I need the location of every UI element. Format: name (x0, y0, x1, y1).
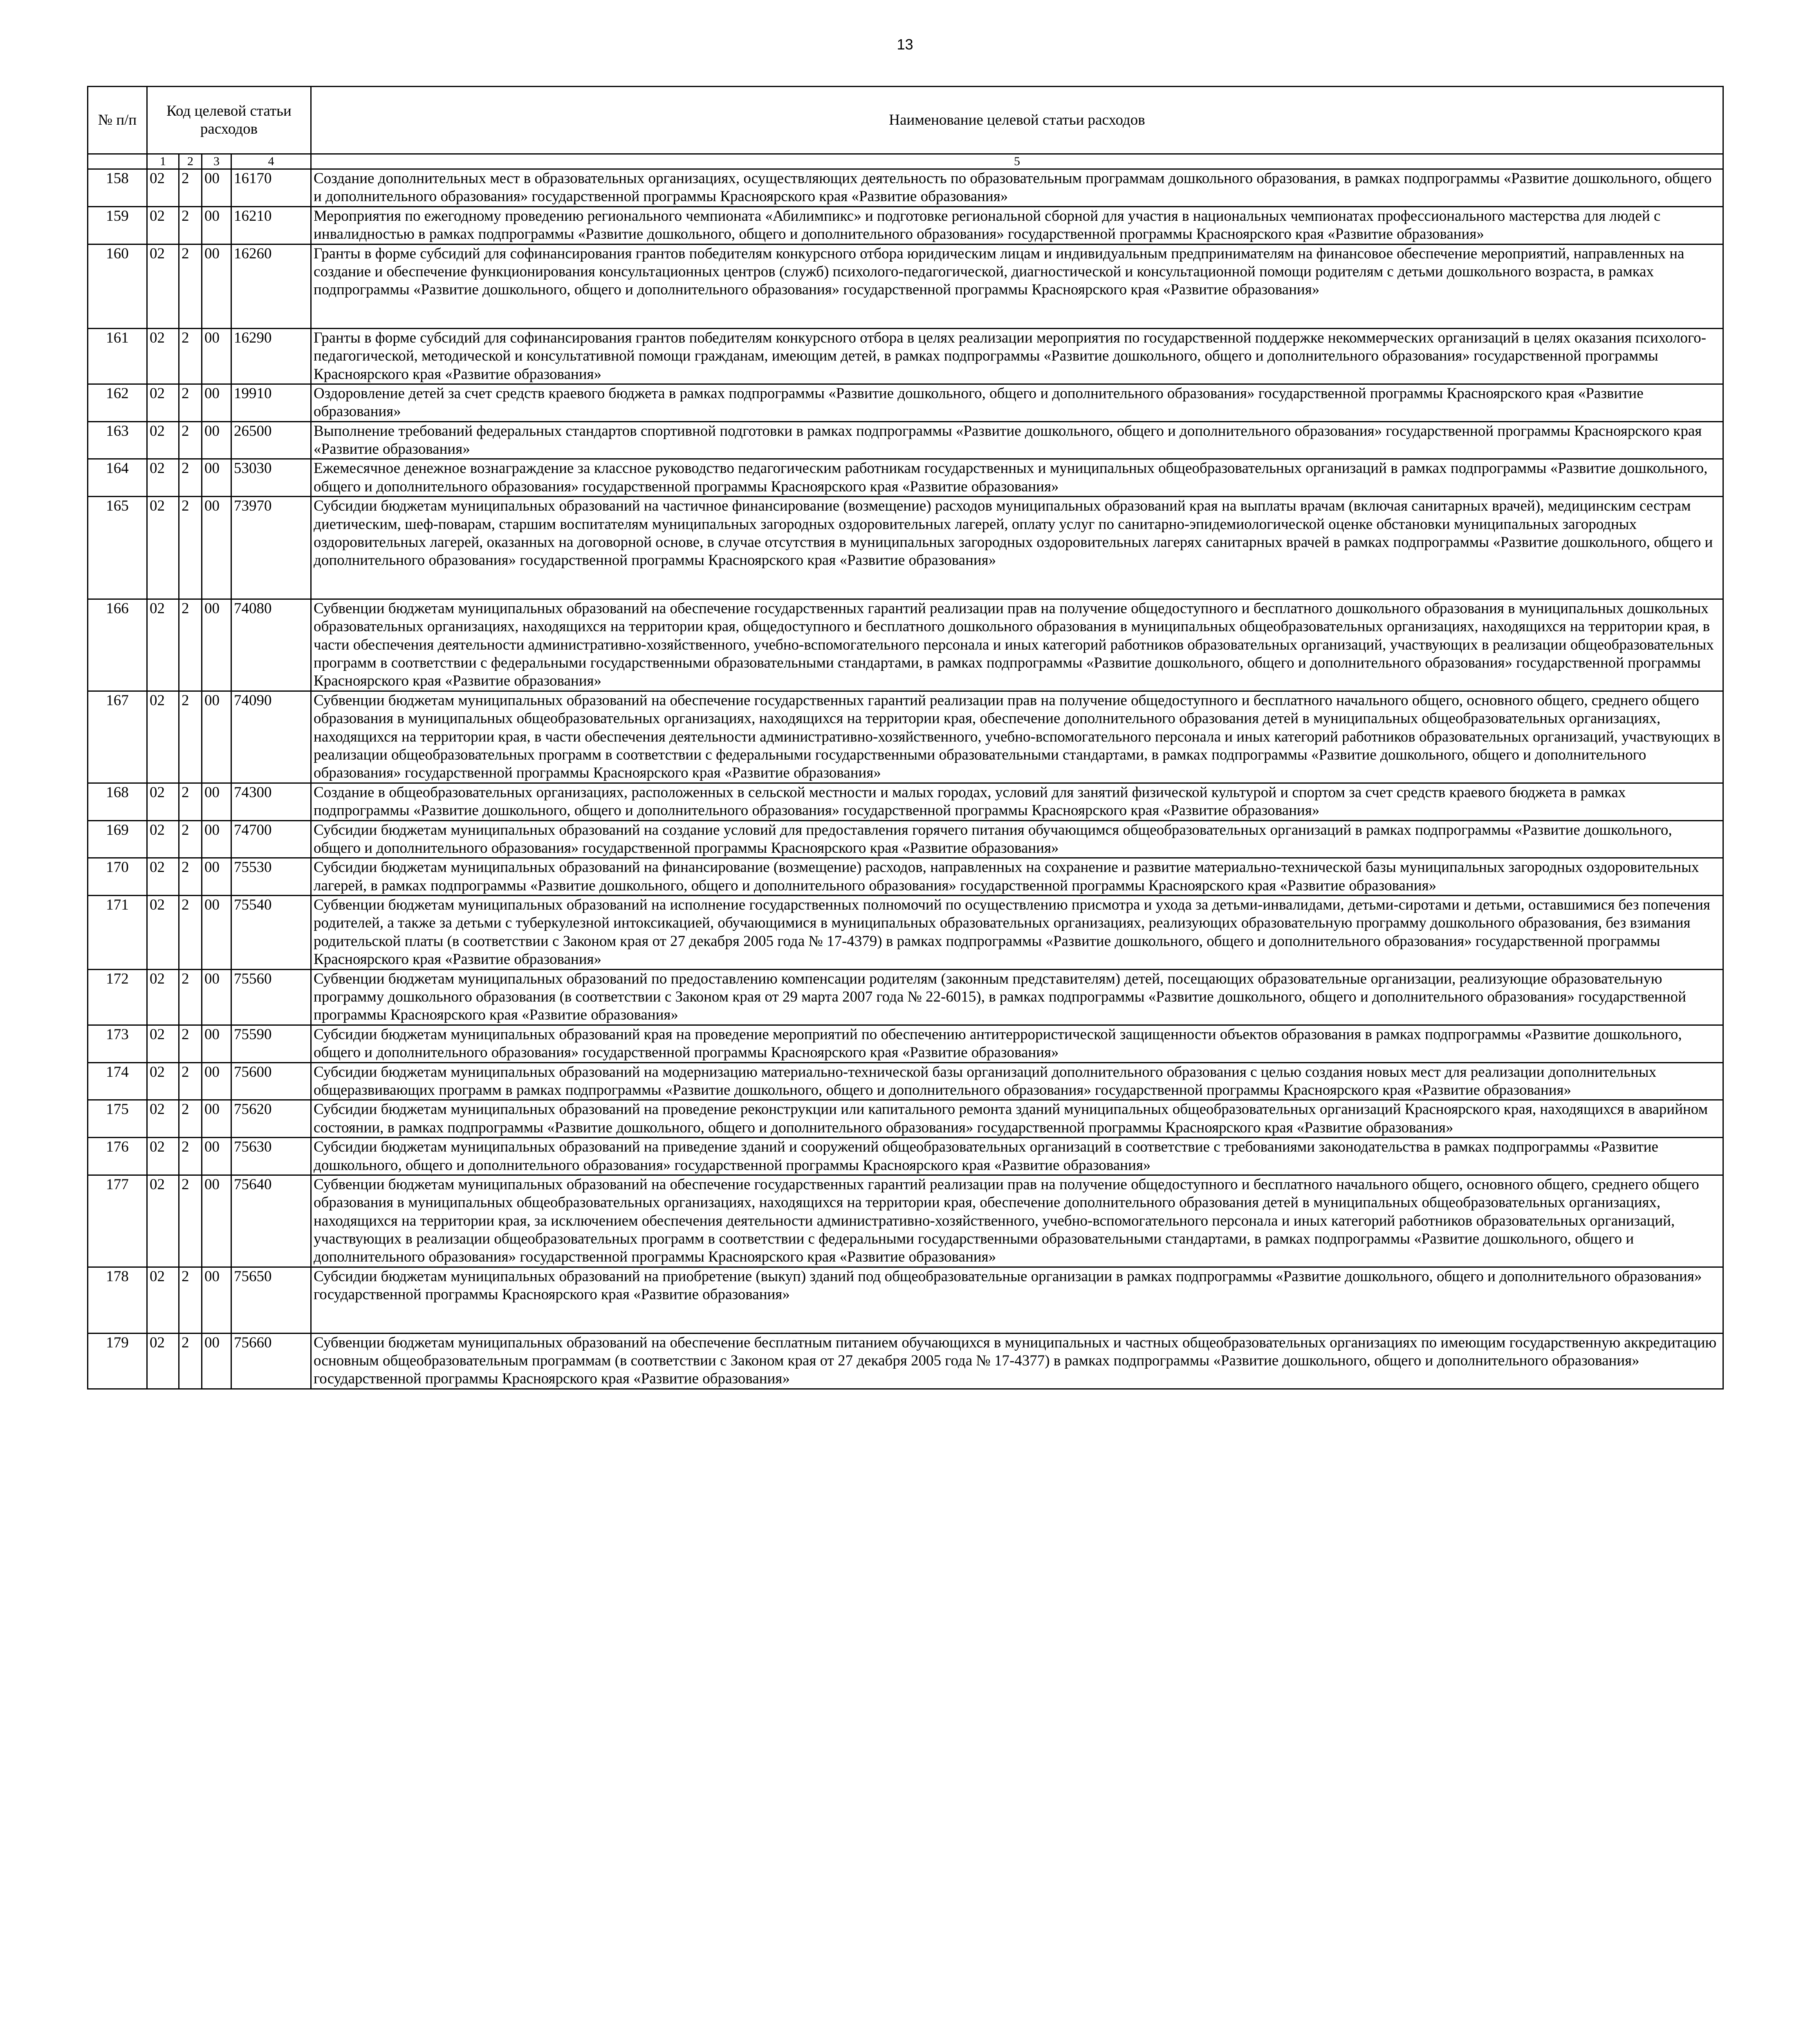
code-subprogram: 2 (179, 459, 202, 497)
code-program: 02 (147, 1062, 179, 1100)
code-subprogram: 2 (179, 1138, 202, 1175)
code-program: 02 (147, 1175, 179, 1267)
row-number: 170 (88, 858, 147, 896)
row-number: 177 (88, 1175, 147, 1267)
table-row (88, 691, 1723, 783)
code-direction: 00 (202, 497, 231, 599)
column-index-blank (88, 154, 147, 169)
code-subprogram: 2 (179, 1025, 202, 1062)
table-row (88, 1025, 1723, 1062)
column-index: 2 (179, 154, 202, 169)
code-item: 75560 (231, 969, 311, 1025)
code-subprogram: 2 (179, 421, 202, 459)
item-description: Субсидии бюджетам муниципальных образований на частичное финансирование (возмещение) расходов муниципальных образований края на выплаты врачам (включая санитарных врачей), медицинским сестрам диетическим, шеф-поварам, старшим воспитателям муниципальных загородных оздоровительных лагерей, оплату услуг по санитарно-эпидемиологической оценке обстановки муниципальных загородных оздоровительных лагерей, оказанных на договорной основе, в случае отсутствия в муниципальных загородных оздоровительных лагерях санитарных врачей в рамках подпрограммы «Развитие дошкольного, общего и дополнительного образования» государственной программы Красноярского края «Развитие образования» (311, 497, 1723, 599)
row-number: 161 (88, 328, 147, 384)
table-row (88, 1175, 1723, 1267)
code-direction: 00 (202, 1100, 231, 1138)
code-item: 16210 (231, 206, 311, 244)
table-row (88, 1100, 1723, 1138)
item-description: Субвенции бюджетам муниципальных образований на обеспечение государственных гарантий реализации прав на получение общедоступного и бесплатного дошкольного образования в муниципальных дошкольных образовательных организациях, находящихся на территории края, общедоступного и бесплатного дошкольного образования в муниципальных общеобразовательных организациях, находящихся на территории края, в части обеспечения деятельности административно-хозяйственного, учебно-вспомогательного персонала и иных категорий работников образовательных организаций, участвующих в реализации общеобразовательных программ в соответствии с федеральными государственными образовательными стандартами, в рамках подпрограммы «Развитие дошкольного, общего и дополнительного образования» государственной программы Красноярского края «Развитие образования» (311, 599, 1723, 691)
column-index: 3 (202, 154, 231, 169)
code-item: 75650 (231, 1267, 311, 1333)
code-direction: 00 (202, 858, 231, 896)
row-number: 176 (88, 1138, 147, 1175)
table-row (88, 206, 1723, 244)
code-direction: 00 (202, 1333, 231, 1389)
item-description: Создание в общеобразовательных организациях, расположенных в сельской местности и малых городах, условий для занятий физической культурой и спортом за счет средств краевого бюджета в рамках подпрограммы «Развитие дошкольного, общего и дополнительного образования» государственной программы Красноярского края «Развитие образования» (311, 783, 1723, 820)
code-item: 75540 (231, 896, 311, 970)
item-description: Гранты в форме субсидий для софинансирования грантов победителям конкурсного отбора юридическим лицам и индивидуальным предпринимателям на финансовое обеспечение мероприятий, направленных на создание и обеспечение функционирования консультационных центров (служб) психолого-педагогической, диагностической и консультационной помощи родителям с детьми дошкольного возраста, в рамках подпрограммы «Развитие дошкольного, общего и дополнительного образования» государственной программы Красноярского края «Развитие образования» (311, 244, 1723, 328)
code-subprogram: 2 (179, 169, 202, 207)
code-subprogram: 2 (179, 328, 202, 384)
table-row (88, 1138, 1723, 1175)
code-item: 74080 (231, 599, 311, 691)
table-row (88, 244, 1723, 328)
row-number: 172 (88, 969, 147, 1025)
code-direction: 00 (202, 1267, 231, 1333)
code-program: 02 (147, 497, 179, 599)
item-description: Субсидии бюджетам муниципальных образований на проведение реконструкции или капитального ремонта зданий муниципальных общеобразовательных организаций Красноярского края, находящихся в аварийном состоянии, в рамках подпрограммы «Развитие дошкольного, общего и дополнительного образования» государственной программы Красноярского края «Развитие образования» (311, 1100, 1723, 1138)
table-body (88, 169, 1723, 1389)
code-program: 02 (147, 384, 179, 421)
table-row (88, 1267, 1723, 1333)
code-direction: 00 (202, 599, 231, 691)
code-subprogram: 2 (179, 497, 202, 599)
header-code: Код целевой статьи расходов (147, 87, 311, 154)
table-row (88, 459, 1723, 497)
code-program: 02 (147, 244, 179, 328)
code-item: 75660 (231, 1333, 311, 1389)
code-direction: 00 (202, 169, 231, 207)
item-description: Субвенции бюджетам муниципальных образований на обеспечение государственных гарантий реализации прав на получение общедоступного и бесплатного начального общего, основного общего, среднего общего образования в муниципальных общеобразовательных организациях, находящихся на территории края, обеспечение дополнительного образования детей в муниципальных общеобразовательных организациях, находящихся на территории края, за исключением обеспечения деятельности административно-хозяйственного, учебно-вспомогательного персонала и иных категорий работников образовательных организаций, участвующих в реализации общеобразовательных программ в соответствии с федеральными государственными образовательными стандартами, в рамках подпрограммы «Развитие дошкольного, общего и дополнительного образования» государственной программы Красноярского края «Развитие образования» (311, 1175, 1723, 1267)
code-item: 16290 (231, 328, 311, 384)
code-program: 02 (147, 169, 179, 207)
code-direction: 00 (202, 421, 231, 459)
code-direction: 00 (202, 820, 231, 858)
code-program: 02 (147, 783, 179, 820)
code-item: 53030 (231, 459, 311, 497)
code-direction: 00 (202, 691, 231, 783)
item-description: Ежемесячное денежное вознаграждение за классное руководство педагогическим работникам государственных и муниципальных общеобразовательных организаций в рамках подпрограммы «Развитие дошкольного, общего и дополнительного образования» государственной программы Красноярского края «Развитие образования» (311, 459, 1723, 497)
item-description: Субвенции бюджетам муниципальных образований на обеспечение государственных гарантий реализации прав на получение общедоступного и бесплатного начального общего, основного общего, среднего общего образования в муниципальных общеобразовательных организациях, находящихся на территории края, обеспечение дополнительного образования детей в муниципальных общеобразовательных организациях, находящихся на территории края, в части обеспечения деятельности административно-хозяйственного, учебно-вспомогательного персонала и иных категорий работников образовательных организаций, участвующих в реализации общеобразовательных программ в соответствии с федеральными государственными образовательными стандартами, в рамках подпрограммы «Развитие дошкольного, общего и дополнительного образования» государственной программы Красноярского края «Развитие образования» (311, 691, 1723, 783)
code-item: 75590 (231, 1025, 311, 1062)
code-item: 74090 (231, 691, 311, 783)
code-item: 74700 (231, 820, 311, 858)
code-item: 74300 (231, 783, 311, 820)
code-subprogram: 2 (179, 244, 202, 328)
row-number: 167 (88, 691, 147, 783)
column-index-row (88, 154, 1723, 169)
code-item: 75530 (231, 858, 311, 896)
column-index: 5 (311, 154, 1723, 169)
code-item: 16260 (231, 244, 311, 328)
column-index: 4 (231, 154, 311, 169)
item-description: Выполнение требований федеральных стандартов спортивной подготовки в рамках подпрограммы «Развитие дошкольного, общего и дополнительного образования» государственной программы Красноярского края «Развитие образования» (311, 421, 1723, 459)
row-number: 178 (88, 1267, 147, 1333)
row-number: 159 (88, 206, 147, 244)
code-item: 75640 (231, 1175, 311, 1267)
item-description: Субсидии бюджетам муниципальных образований на приведение зданий и сооружений общеобразовательных организаций в соответствие с требованиями законодательства в рамках подпрограммы «Развитие дошкольного, общего и дополнительного образования» государственной программы Красноярского края «Развитие образования» (311, 1138, 1723, 1175)
row-number: 174 (88, 1062, 147, 1100)
row-number: 164 (88, 459, 147, 497)
code-subprogram: 2 (179, 1062, 202, 1100)
code-program: 02 (147, 1333, 179, 1389)
table-row (88, 1333, 1723, 1389)
row-number: 171 (88, 896, 147, 970)
column-index: 1 (147, 154, 179, 169)
row-number: 179 (88, 1333, 147, 1389)
table-row (88, 421, 1723, 459)
code-direction: 00 (202, 969, 231, 1025)
item-description: Оздоровление детей за счет средств краевого бюджета в рамках подпрограммы «Развитие дошкольного, общего и дополнительного образования» государственной программы Красноярского края «Развитие образования» (311, 384, 1723, 421)
code-direction: 00 (202, 206, 231, 244)
row-number: 169 (88, 820, 147, 858)
code-subprogram: 2 (179, 599, 202, 691)
code-item: 16170 (231, 169, 311, 207)
code-direction: 00 (202, 896, 231, 970)
table-row (88, 783, 1723, 820)
code-subprogram: 2 (179, 783, 202, 820)
code-subprogram: 2 (179, 1175, 202, 1267)
code-item: 75600 (231, 1062, 311, 1100)
item-description: Субвенции бюджетам муниципальных образований на обеспечение бесплатным питанием обучающихся в муниципальных и частных общеобразовательных организациях по имеющим государственную аккредитацию основным общеобразовательным программам (в соответствии с Законом края от 27 декабря 2005 года № 17-4377) в рамках подпрограммы «Развитие дошкольного, общего и дополнительного образования» государственной программы Красноярского края «Развитие образования» (311, 1333, 1723, 1389)
code-subprogram: 2 (179, 858, 202, 896)
code-item: 26500 (231, 421, 311, 459)
code-subprogram: 2 (179, 1333, 202, 1389)
row-number: 163 (88, 421, 147, 459)
target-items-table (87, 86, 1724, 1390)
table-row (88, 169, 1723, 207)
code-program: 02 (147, 1138, 179, 1175)
code-direction: 00 (202, 1175, 231, 1267)
table-row (88, 497, 1723, 599)
table-row (88, 820, 1723, 858)
code-direction: 00 (202, 783, 231, 820)
table-row (88, 384, 1723, 421)
item-description: Мероприятия по ежегодному проведению регионального чемпионата «Абилимпикс» и подготовке региональной сборной для участия в национальных чемпионатах профессионального мастерства для людей с инвалидностью в рамках подпрограммы «Развитие дошкольного, общего и дополнительного образования» государственной программы Красноярского края «Развитие образования» (311, 206, 1723, 244)
code-subprogram: 2 (179, 206, 202, 244)
code-direction: 00 (202, 459, 231, 497)
code-subprogram: 2 (179, 691, 202, 783)
code-direction: 00 (202, 1138, 231, 1175)
code-subprogram: 2 (179, 969, 202, 1025)
row-number: 173 (88, 1025, 147, 1062)
code-program: 02 (147, 858, 179, 896)
item-description: Субсидии бюджетам муниципальных образований на приобретение (выкуп) зданий под общеобразовательные организации в рамках подпрограммы «Развитие дошкольного, общего и дополнительного образования» государственной программы Красноярского края «Развитие образования» (311, 1267, 1723, 1333)
row-number: 158 (88, 169, 147, 207)
code-subprogram: 2 (179, 1100, 202, 1138)
code-subprogram: 2 (179, 384, 202, 421)
code-program: 02 (147, 896, 179, 970)
table-row (88, 1062, 1723, 1100)
item-description: Создание дополнительных мест в образовательных организациях, осуществляющих деятельность по образовательным программам дошкольного образования, в рамках подпрограммы «Развитие дошкольного, общего и дополнительного образования» государственной программы Красноярского края «Развитие образования» (311, 169, 1723, 207)
code-direction: 00 (202, 1025, 231, 1062)
code-program: 02 (147, 691, 179, 783)
code-item: 19910 (231, 384, 311, 421)
code-program: 02 (147, 421, 179, 459)
code-direction: 00 (202, 244, 231, 328)
code-item: 75630 (231, 1138, 311, 1175)
code-direction: 00 (202, 1062, 231, 1100)
row-number: 175 (88, 1100, 147, 1138)
code-direction: 00 (202, 384, 231, 421)
code-item: 73970 (231, 497, 311, 599)
code-program: 02 (147, 1267, 179, 1333)
code-program: 02 (147, 820, 179, 858)
page-number: 13 (897, 36, 913, 53)
item-description: Субсидии бюджетам муниципальных образований на финансирование (возмещение) расходов, направленных на сохранение и развитие материально-технической базы муниципальных загородных оздоровительных лагерей, в рамках подпрограммы «Развитие дошкольного, общего и дополнительного образования» государственной программы Красноярского края «Развитие образования» (311, 858, 1723, 896)
code-program: 02 (147, 599, 179, 691)
code-program: 02 (147, 969, 179, 1025)
item-description: Субсидии бюджетам муниципальных образований края на проведение мероприятий по обеспечению антитеррористической защищенности объектов образования в рамках подпрограммы «Развитие дошкольного, общего и дополнительного образования» государственной программы Красноярского края «Развитие образования» (311, 1025, 1723, 1062)
code-subprogram: 2 (179, 1267, 202, 1333)
table-row (88, 858, 1723, 896)
header-num: № п/п (88, 87, 147, 154)
header-name: Наименование целевой статьи расходов (311, 87, 1723, 154)
code-subprogram: 2 (179, 820, 202, 858)
table-row (88, 328, 1723, 384)
code-subprogram: 2 (179, 896, 202, 970)
code-program: 02 (147, 1025, 179, 1062)
code-program: 02 (147, 1100, 179, 1138)
row-number: 165 (88, 497, 147, 599)
table-row (88, 599, 1723, 691)
item-description: Субвенции бюджетам муниципальных образований по предоставлению компенсации родителям (законным представителям) детей, посещающих образовательные организации, реализующие образовательную программу дошкольного образования (в соответствии с Законом края от 29 марта 2007 года № 22-6015), в рамках подпрограммы «Развитие дошкольного, общего и дополнительного образования» государственной программы Красноярского края «Развитие образования» (311, 969, 1723, 1025)
code-program: 02 (147, 459, 179, 497)
code-program: 02 (147, 328, 179, 384)
table-header-row (88, 87, 1723, 154)
table-row (88, 896, 1723, 970)
row-number: 160 (88, 244, 147, 328)
item-description: Субсидии бюджетам муниципальных образований на модернизацию материально-технической базы организаций дополнительного образования с целью создания новых мест для реализации дополнительных общеразвивающих программ в рамках подпрограммы «Развитие дошкольного, общего и дополнительного образования» государственной программы Красноярского края «Развитие образования» (311, 1062, 1723, 1100)
code-item: 75620 (231, 1100, 311, 1138)
code-direction: 00 (202, 328, 231, 384)
code-program: 02 (147, 206, 179, 244)
item-description: Субвенции бюджетам муниципальных образований на исполнение государственных полномочий по осуществлению присмотра и ухода за детьми-инвалидами, детьми-сиротами и детьми, оставшимися без попечения родителей, а также за детьми с туберкулезной интоксикацией, обучающимися в муниципальных образовательных организациях, реализующих образовательную программу дошкольного образования, без взимания родительской платы (в соответствии с Законом края от 27 декабря 2005 года № 17-4379) в рамках подпрограммы «Развитие дошкольного, общего и дополнительного образования» государственной программы Красноярского края «Развитие образования» (311, 896, 1723, 970)
table-row (88, 969, 1723, 1025)
row-number: 168 (88, 783, 147, 820)
row-number: 162 (88, 384, 147, 421)
item-description: Гранты в форме субсидий для софинансирования грантов победителям конкурсного отбора в целях реализации мероприятия по государственной поддержке некоммерческих организаций в целях оказания психолого-педагогической, методической и консультативной помощи гражданам, имеющим детей, в рамках подпрограммы «Развитие дошкольного, общего и дополнительного образования» государственной программы Красноярского края «Развитие образования» (311, 328, 1723, 384)
row-number: 166 (88, 599, 147, 691)
item-description: Субсидии бюджетам муниципальных образований на создание условий для предоставления горячего питания обучающимся общеобразовательных организаций в рамках подпрограммы «Развитие дошкольного, общего и дополнительного образования» государственной программы Красноярского края «Развитие образования» (311, 820, 1723, 858)
